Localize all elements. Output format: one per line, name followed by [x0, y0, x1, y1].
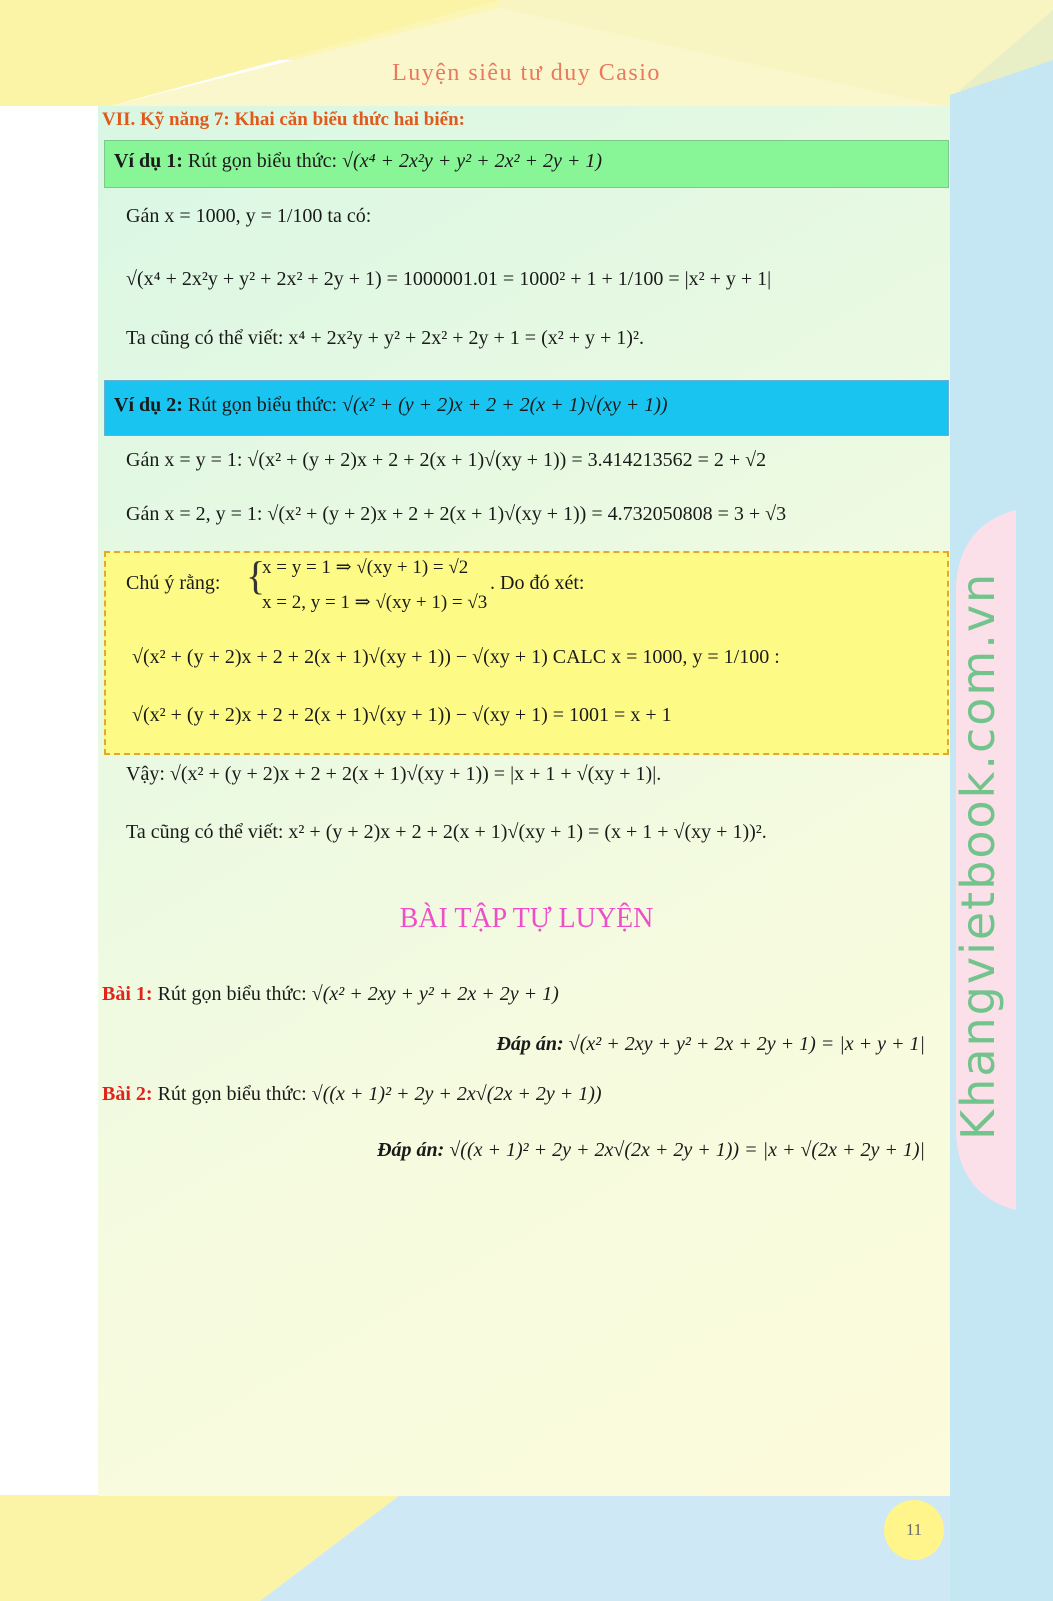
- page-number: 11: [884, 1500, 944, 1560]
- example1-assign: Gán x = 1000, y = 1/100 ta có:: [126, 205, 372, 227]
- exercise2-text: Rút gọn biểu thức:: [157, 1083, 307, 1105]
- exercise2-expr: √((x + 1)² + 2y + 2x√(2x + 2y + 1)): [311, 1083, 602, 1105]
- exercise1-answer-expr: √(x² + 2xy + y² + 2x + 2y + 1) = |x + y + 1|: [568, 1033, 925, 1055]
- exercise1-question: [102, 983, 559, 1006]
- page-header-title: Luyện siêu tư duy Casio: [392, 60, 661, 86]
- example1-text: Rút gọn biểu thức:: [187, 150, 338, 172]
- example2-expr: √(x² + (y + 2)x + 2 + 2(x + 1)√(xy + 1)): [342, 394, 668, 416]
- exercise1-answer: [496, 1033, 925, 1056]
- example2-assign1: Gán x = y = 1: √(x² + (y + 2)x + 2 + 2(x + 1)√(xy + 1)) = 3.414213562 = 2 + √2: [126, 449, 767, 471]
- example2-assign2: Gán x = 2, y = 1: √(x² + (y + 2)x + 2 + 2(x + 1)√(xy + 1)) = 4.732050808 = 3 + √3: [126, 503, 787, 525]
- exercise2-question: [102, 1083, 602, 1106]
- example1-heading: [114, 150, 602, 173]
- exercise2-label: Bài 2:: [102, 1083, 153, 1105]
- exercise2-answer: [377, 1139, 925, 1162]
- example1-conclusion: Ta cũng có thể viết: x⁴ + 2x²y + y² + 2x² + 2y + 1 = (x² + y + 1)².: [126, 327, 644, 349]
- exercise1-text: Rút gọn biểu thức:: [157, 983, 307, 1005]
- example1-calc: √(x⁴ + 2x²y + y² + 2x² + 2y + 1) = 1000001.01 = 1000² + 1 + 1/100 = |x² + y + 1|: [126, 268, 772, 290]
- example2-heading: [114, 394, 668, 417]
- section-title: VII. Kỹ năng 7: Khai căn biểu thức hai biến:: [102, 109, 465, 130]
- note-case1: x = y = 1 ⇒ √(xy + 1) = √2: [262, 557, 469, 578]
- exercise2-answer-expr: √((x + 1)² + 2y + 2x√(2x + 2y + 1)) = |x + √(2x + 2y + 1)|: [449, 1139, 925, 1161]
- example2-conclusion1: Vậy: √(x² + (y + 2)x + 2 + 2(x + 1)√(xy + 1)) = |x + 1 + √(xy + 1)|.: [126, 763, 662, 785]
- note-brace: {: [246, 553, 266, 598]
- example2-calc-line: √(x² + (y + 2)x + 2 + 2(x + 1)√(xy + 1)) − √(xy + 1) CALC x = 1000, y = 1/100 :: [132, 646, 780, 668]
- example2-label: Ví dụ 2:: [114, 394, 183, 416]
- exercises-title: BÀI TẬP TỰ LUYỆN: [399, 903, 654, 934]
- content-panel: [98, 106, 950, 1496]
- example1-label: Ví dụ 1:: [114, 150, 183, 172]
- example2-text: Rút gọn biểu thức:: [187, 394, 338, 416]
- exercise1-label: Bài 1:: [102, 983, 153, 1005]
- exercise1-answer-label: Đáp án:: [496, 1033, 564, 1055]
- example2-calc-result: √(x² + (y + 2)x + 2 + 2(x + 1)√(xy + 1)) − √(xy + 1) = 1001 = x + 1: [132, 704, 672, 726]
- example1-expr: √(x⁴ + 2x²y + y² + 2x² + 2y + 1): [342, 150, 603, 172]
- exercise2-answer-label: Đáp án:: [377, 1139, 445, 1161]
- note-case2: x = 2, y = 1 ⇒ √(xy + 1) = √3: [262, 592, 488, 613]
- note-label: Chú ý rằng:: [126, 572, 221, 594]
- example2-conclusion2: Ta cũng có thể viết: x² + (y + 2)x + 2 + 2(x + 1)√(xy + 1) = (x + 1 + √(xy + 1))².: [126, 821, 767, 843]
- side-logo-text: Khangvietbook.com.vn: [951, 571, 1005, 1140]
- exercise1-expr: √(x² + 2xy + y² + 2x + 2y + 1): [311, 983, 559, 1005]
- note-after: . Do đó xét:: [490, 572, 585, 594]
